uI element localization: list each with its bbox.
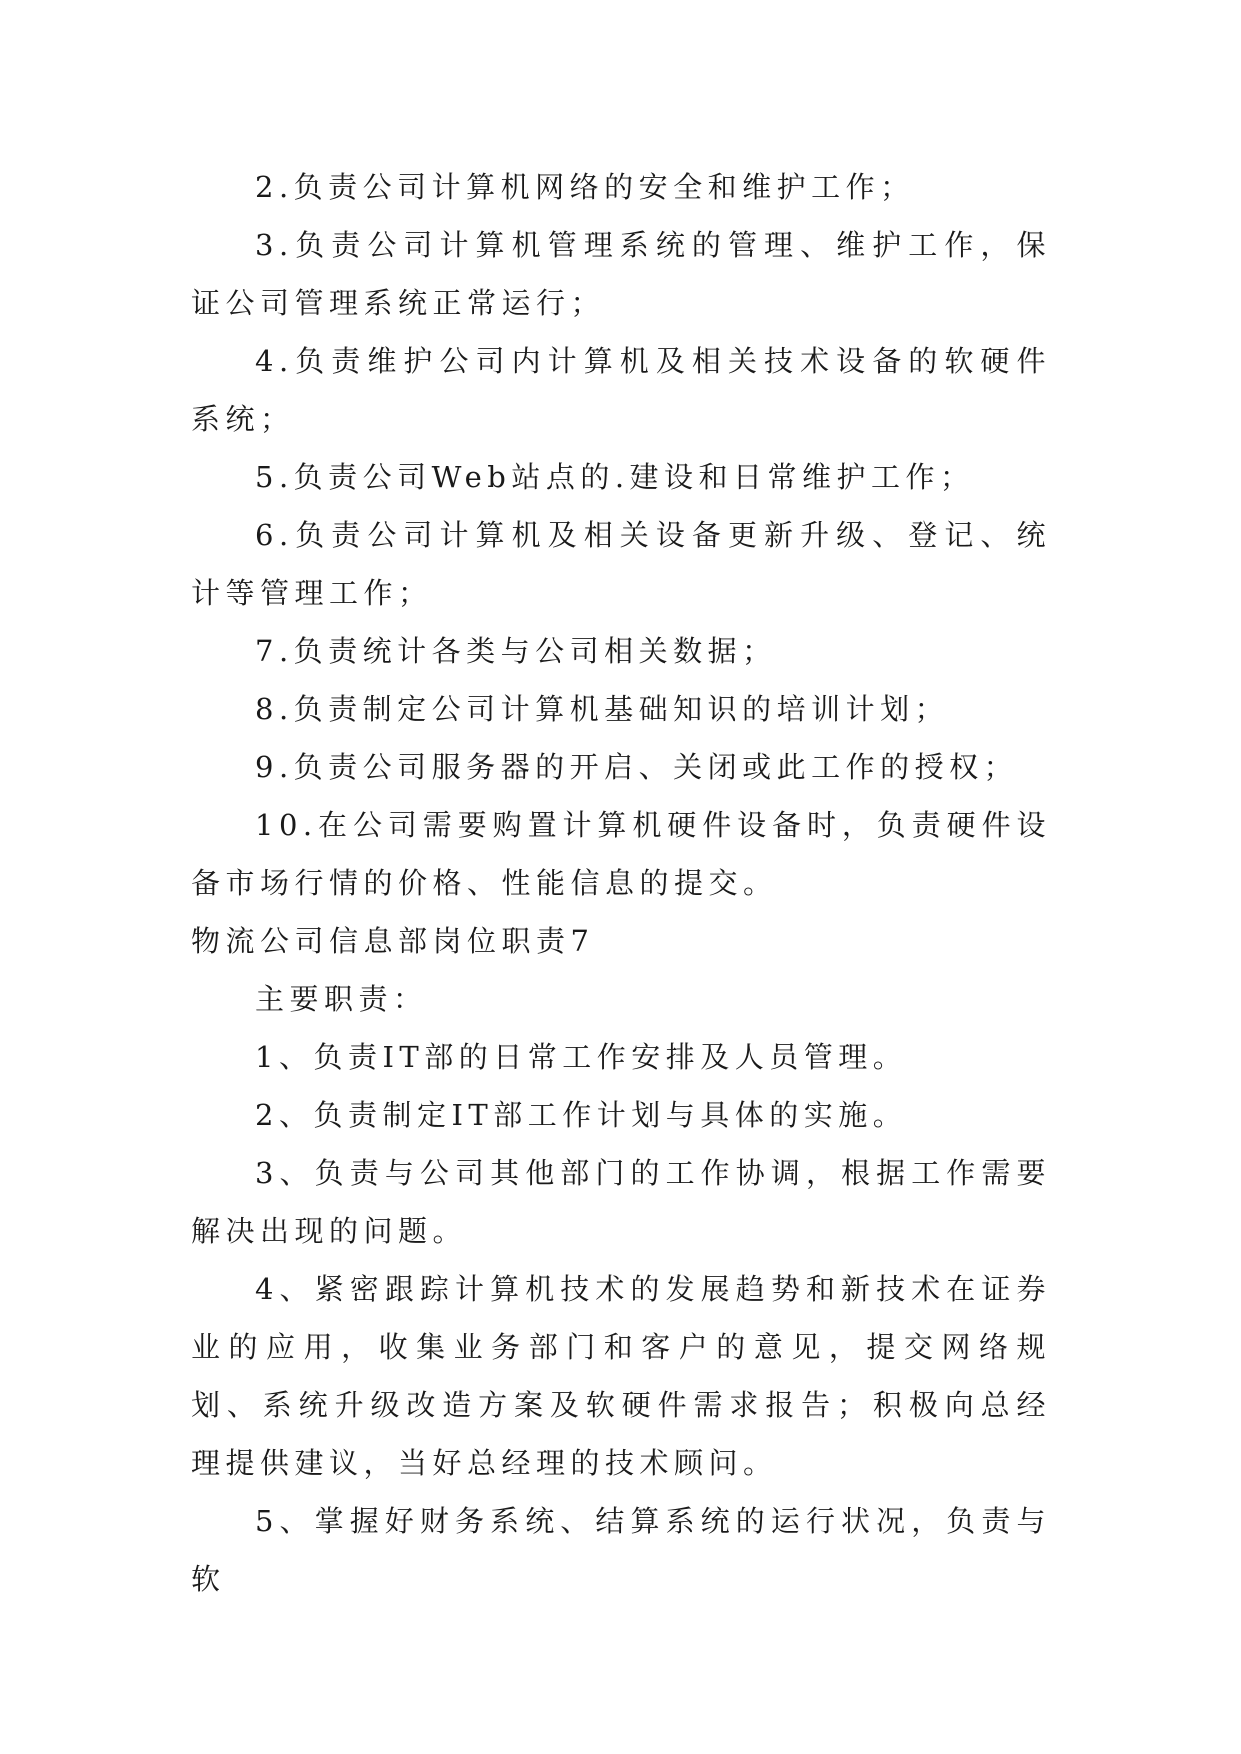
duty-item-10: 10.在公司需要购置计算机硬件设备时，负责硬件设备市场行情的价格、性能信息的提交。	[191, 808, 1051, 900]
section-heading: 物流公司信息部岗位职责7	[191, 924, 595, 958]
duty-item-9: 9.负责公司服务器的开启、关闭或此工作的授权；	[255, 750, 1019, 784]
main-duty-2: 2、负责制定IT部工作计划与具体的实施。	[255, 1098, 908, 1132]
main-duty-4: 4、紧密跟踪计算机技术的发展趋势和新技术在证券业的应用，收集业务部门和客户的意见，提交网络规划、系统升级改造方案及软硬件需求报告；积极向总经理提供建议，当好总经理的技术顾问。	[191, 1272, 1051, 1480]
main-duty-1: 1、负责IT部的日常工作安排及人员管理。	[255, 1040, 908, 1074]
duty-item-8: 8.负责制定公司计算机基础知识的培训计划；	[255, 692, 950, 726]
duty-item-3: 3.负责公司计算机管理系统的管理、维护工作，保证公司管理系统正常运行；	[191, 228, 1051, 320]
duty-item-4: 4.负责维护公司内计算机及相关技术设备的软硬件系统；	[191, 344, 1051, 436]
main-duties-label: 主要职责：	[255, 982, 428, 1016]
duty-item-7: 7.负责统计各类与公司相关数据；	[255, 634, 777, 668]
duty-item-5: 5.负责公司Web站点的.建设和日常维护工作；	[255, 460, 975, 494]
main-duty-5: 5、掌握好财务系统、结算系统的运行状况，负责与软	[191, 1504, 1051, 1596]
duty-item-6: 6.负责公司计算机及相关设备更新升级、登记、统计等管理工作；	[191, 518, 1051, 610]
main-duty-3: 3、负责与公司其他部门的工作协调，根据工作需要解决出现的问题。	[191, 1156, 1051, 1248]
document-body	[191, 158, 1051, 1608]
duty-item-2: 2.负责公司计算机网络的安全和维护工作；	[255, 170, 915, 204]
